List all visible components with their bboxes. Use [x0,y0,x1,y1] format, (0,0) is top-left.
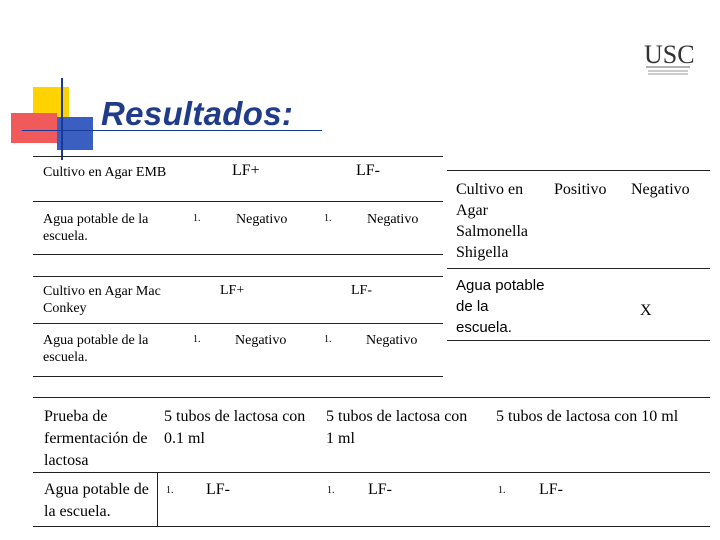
emb-row-num-2: 1. [324,213,332,224]
university-logo [640,33,696,79]
mac-conkey-row-num-1: 1. [193,334,201,345]
logo-text: USC [644,40,695,69]
emb-row-label: Agua potable de la escuela. [43,212,149,244]
ss-positive-header: Positivo [554,181,607,198]
lactose-header-c3: 5 tubos de lactosa con 10 ml [496,408,679,425]
mac-conkey-lf-negative-header: LF- [351,283,372,298]
mac-conkey-row-lf-positive-value: Negativo [235,333,287,348]
lactose-row-num-2: 1. [327,485,335,496]
lactose-row-label: Agua potable de la escuela. [44,481,149,520]
lactose-row-value-2: LF- [368,481,392,498]
lactose-row-value-1: LF- [206,481,230,498]
lactose-header-label: Prueba de fermentación de lactosa [44,408,148,469]
ss-header-label: Cultivo en Agar Salmonella Shigella [456,181,528,261]
emb-row-lf-positive-value: Negativo [236,212,288,227]
mac-conkey-row-num-2: 1. [324,334,332,345]
emb-header-label: Cultivo en Agar EMB [43,165,167,180]
emb-lf-negative-header: LF- [356,162,380,179]
lactose-header-c1: 5 tubos de lactosa con 0.1 ml [164,408,306,447]
lactose-header-c2: 5 tubos de lactosa con 1 ml [326,408,468,447]
decor-red-square [11,113,57,143]
ss-row-label: Agua potable de la escuela. [456,277,545,336]
mac-conkey-row-lf-negative-value: Negativo [366,333,418,348]
mac-conkey-header-label: Cultivo en Agar Mac Conkey [43,284,161,316]
emb-lf-positive-header: LF+ [232,162,260,179]
emb-row-num-1: 1. [193,213,201,224]
ss-row-negative-value: X [640,302,652,319]
ss-negative-header: Negativo [631,181,690,198]
mac-conkey-row-label: Agua potable de la escuela. [43,333,149,365]
mac-conkey-lf-positive-header: LF+ [220,283,245,298]
emb-row-lf-negative-value: Negativo [367,212,419,227]
lactose-row-value-3: LF- [539,481,563,498]
decor-vertical-line [61,78,63,160]
slide-title: Resultados: [101,95,294,132]
lactose-row-num-1: 1. [166,485,174,496]
lactose-row-num-3: 1. [498,485,506,496]
